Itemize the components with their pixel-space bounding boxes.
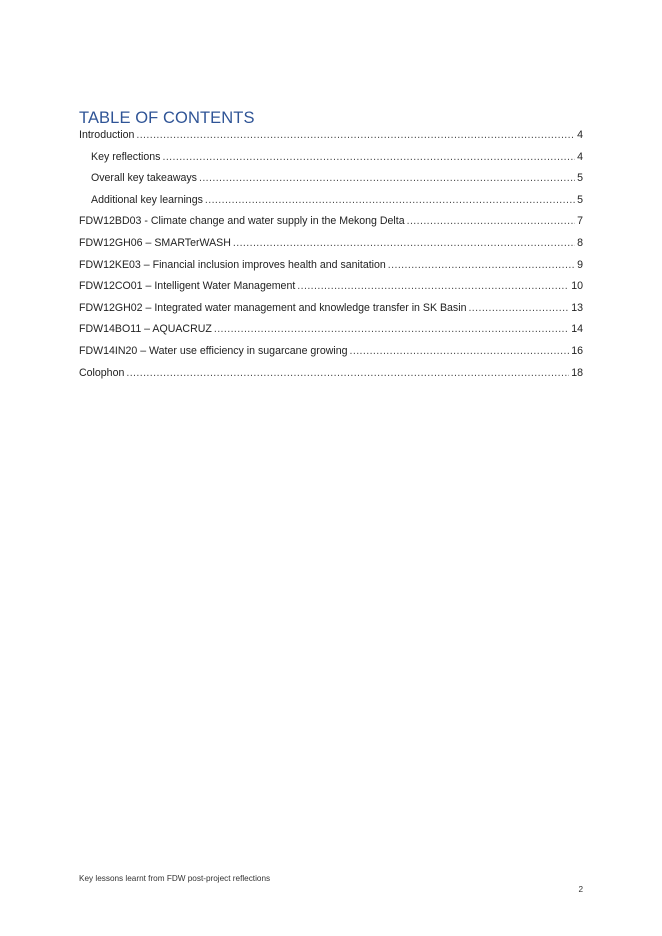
toc-entry-fdw12ke03[interactable] — [79, 259, 583, 281]
toc-entry-page: 16 — [571, 344, 583, 357]
toc-entry-fdw14bo11[interactable] — [79, 323, 583, 345]
footer-text: Key lessons learnt from FDW post-project reflections — [79, 874, 271, 883]
toc-entry-label: FDW12KE03 – Financial inclusion improves health and sanitation — [79, 258, 386, 271]
toc-leader-dots — [126, 367, 569, 379]
toc-entry-label: Overall key takeaways — [91, 172, 197, 185]
toc-entry-fdw12gh06[interactable] — [79, 237, 583, 259]
toc-entry-label: Key reflections — [91, 150, 161, 163]
toc-leader-dots — [199, 172, 575, 184]
toc-entry-page: 8 — [577, 236, 583, 249]
toc-leader-dots — [388, 259, 575, 271]
toc-leader-dots — [205, 194, 575, 206]
toc-entry-label: FDW12CO01 – Intelligent Water Management — [79, 280, 296, 293]
toc-entry-label: FDW14BO11 – AQUACRUZ — [79, 323, 212, 336]
toc-entry-label: Colophon — [79, 366, 125, 379]
toc-list — [79, 129, 583, 388]
toc-entry-fdw12gh02[interactable] — [79, 302, 583, 324]
toc-entry-colophon[interactable] — [79, 367, 583, 389]
toc-entry-page: 5 — [577, 172, 583, 185]
toc-leader-dots — [350, 345, 570, 357]
toc-entry-label: FDW12GH06 – SMARTerWASH — [79, 236, 231, 249]
toc-title: TABLE OF CONTENTS — [79, 109, 255, 127]
toc-entry-page: 18 — [571, 366, 583, 379]
toc-entry-label: FDW12BD03 - Climate change and water supply in the Mekong Delta — [79, 215, 405, 228]
toc-entry-page: 13 — [571, 301, 583, 314]
toc-entry-page: 4 — [577, 150, 583, 163]
toc-entry-page: 14 — [571, 323, 583, 336]
toc-leader-dots — [297, 280, 569, 292]
toc-entry-introduction[interactable] — [79, 129, 583, 151]
toc-leader-dots — [407, 215, 575, 227]
toc-leader-dots — [214, 323, 569, 335]
toc-entry-key-reflections[interactable] — [79, 151, 583, 173]
toc-entry-label: Introduction — [79, 129, 135, 141]
toc-entry-overall-key-takeaways[interactable] — [79, 172, 583, 194]
toc-entry-page: 10 — [571, 280, 583, 293]
toc-entry-label: FDW12GH02 – Integrated water management and knowledge transfer in SK Basin — [79, 301, 467, 314]
toc-entry-page: 4 — [577, 129, 583, 141]
toc-entry-fdw12co01[interactable] — [79, 280, 583, 302]
toc-entry-page: 5 — [577, 193, 583, 206]
toc-leader-dots — [468, 302, 569, 314]
toc-entry-label: FDW14IN20 – Water use efficiency in sugarcane growing — [79, 344, 348, 357]
toc-entry-page: 7 — [577, 215, 583, 228]
toc-entry-page: 9 — [577, 258, 583, 271]
toc-leader-dots — [233, 237, 575, 249]
toc-entry-fdw14in20[interactable] — [79, 345, 583, 367]
toc-leader-dots — [162, 151, 575, 163]
toc-leader-dots — [136, 129, 575, 141]
toc-entry-label: Additional key learnings — [91, 193, 203, 206]
page-number: 2 — [578, 885, 583, 894]
toc-entry-fdw12bd03[interactable] — [79, 215, 583, 237]
toc-entry-additional-key-learnings[interactable] — [79, 194, 583, 216]
